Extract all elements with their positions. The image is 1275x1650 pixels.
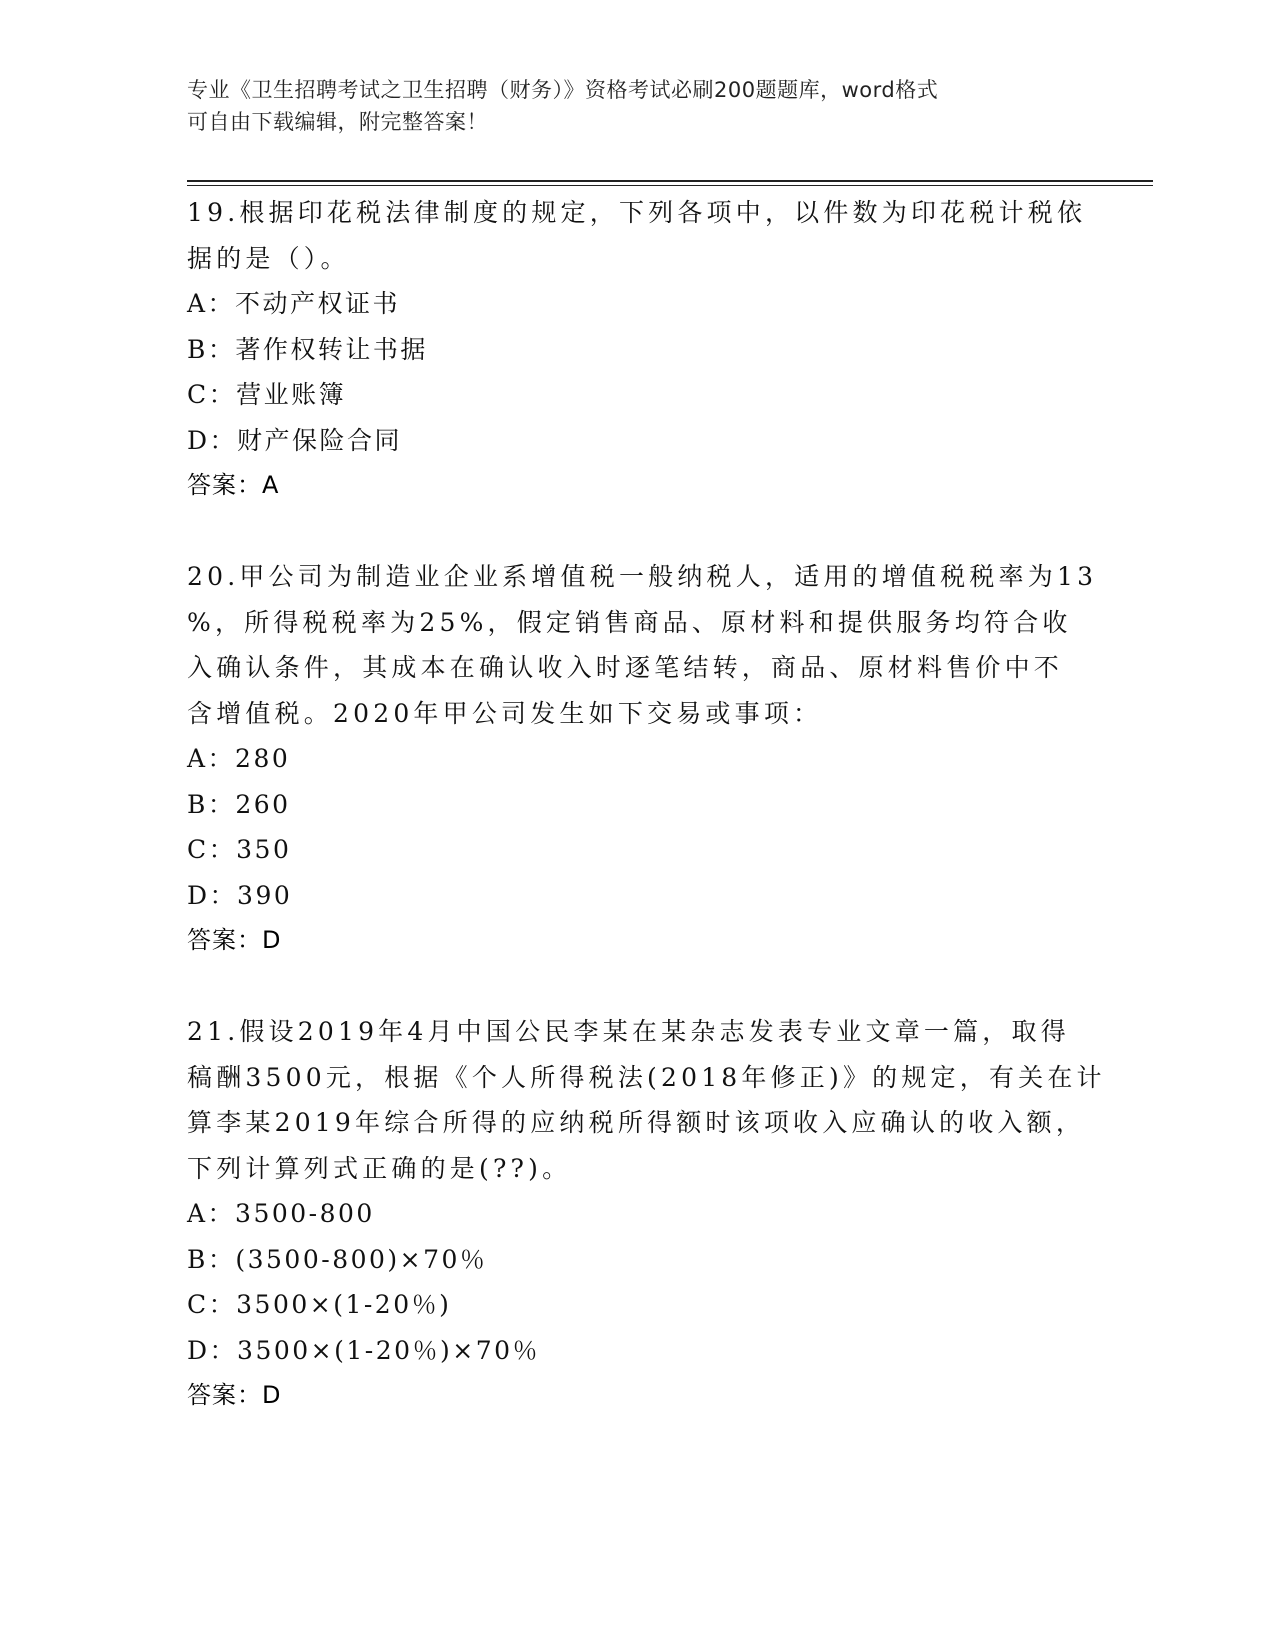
option-d: D：390 bbox=[187, 880, 293, 910]
header-line-2: 可自由下载编辑，附完整答案！ bbox=[187, 110, 488, 134]
option-d: D：财产保险合同 bbox=[187, 425, 403, 455]
option-d: D：3500×(1-20％)×70％ bbox=[187, 1335, 541, 1365]
question-spacer bbox=[187, 964, 1087, 1010]
header-divider-thin bbox=[187, 185, 1153, 186]
option-a: A：3500-800 bbox=[187, 1199, 375, 1228]
question-text-line: 19.根据印花税法律制度的规定，下列各项中，以件数为印花税计税依 bbox=[187, 198, 1087, 227]
question-19 bbox=[187, 190, 1087, 509]
option-a: A：280 bbox=[187, 744, 291, 773]
question-text-line: 20.甲公司为制造业企业系增值税一般纳税人，适用的增值税税率为13 bbox=[187, 562, 1098, 591]
question-text-line: 21.假设2019年4月中国公民李某在某杂志发表专业文章一篇，取得 bbox=[187, 1017, 1070, 1046]
question-spacer bbox=[187, 509, 1087, 555]
option-b: B：260 bbox=[187, 789, 291, 819]
option-b: B：(3500-800)×70％ bbox=[187, 1244, 488, 1274]
question-text-line: 据的是（）。 bbox=[187, 243, 350, 273]
question-text-line: 下列计算列式正确的是(??)。 bbox=[187, 1153, 572, 1183]
question-text-line: 算李某2019年综合所得的应纳税所得额时该项收入应确认的收入额， bbox=[187, 1108, 1086, 1137]
question-21 bbox=[187, 1009, 1106, 1419]
option-c: C：350 bbox=[187, 835, 292, 864]
header-line-1: 专业《卫生招聘考试之卫生招聘（财务）》资格考试必刷200题题库，word格式 bbox=[187, 78, 939, 102]
option-b: B：著作权转让书据 bbox=[187, 334, 428, 364]
question-list bbox=[187, 190, 1106, 1419]
question-text-line: 含增值税。2020年甲公司发生如下交易或事项： bbox=[187, 698, 823, 728]
document-header bbox=[187, 74, 1067, 138]
question-20 bbox=[187, 554, 1098, 964]
option-c: C：3500×(1-20％) bbox=[187, 1290, 452, 1319]
question-text-line: 入确认条件，其成本在确认收入时逐笔结转，商品、原材料售价中不 bbox=[187, 653, 1064, 682]
option-a: A：不动产权证书 bbox=[187, 289, 401, 318]
answer-label: 答案：D bbox=[187, 1381, 282, 1409]
question-text-line: 稿酬3500元，根据《个人所得税法(2018年修正)》的规定，有关在计 bbox=[187, 1062, 1106, 1092]
question-text-line: %，所得税税率为25%，假定销售商品、原材料和提供服务均符合收 bbox=[187, 607, 1072, 637]
header-divider-thick bbox=[187, 180, 1153, 182]
answer-label: 答案：A bbox=[187, 471, 280, 499]
answer-label: 答案：D bbox=[187, 926, 282, 954]
option-c: C：营业账簿 bbox=[187, 380, 347, 409]
